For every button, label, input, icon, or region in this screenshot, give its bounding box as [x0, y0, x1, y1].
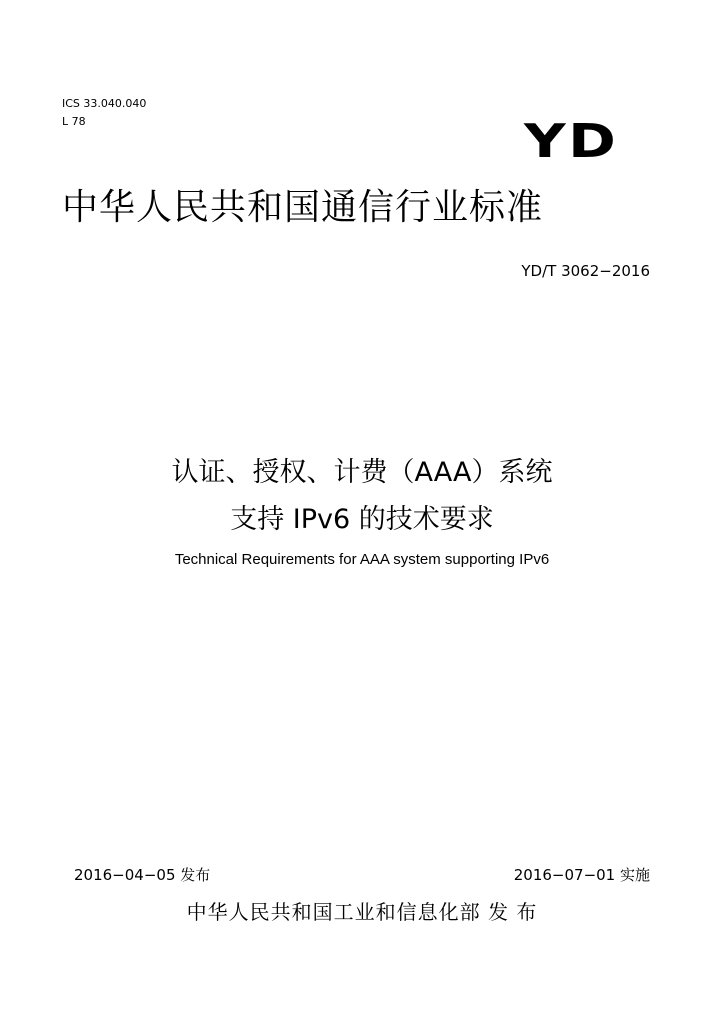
ics-code: ICS 33.040.040 [62, 97, 147, 110]
english-title: Technical Requirements for AAA system supporting IPv6 [174, 551, 550, 568]
document-title-line-1: 认证、授权、计费（AAA）系统 [171, 457, 553, 488]
publish-date: 2016−04−05 发布 [74, 866, 211, 884]
issuing-authority: 中华人民共和国工业和信息化部 发 布 [186, 900, 538, 924]
document-title-line-2: 支持 IPv6 的技术要求 [230, 504, 494, 535]
ccs-code: L 78 [62, 115, 86, 128]
yd-logo: YD [524, 114, 619, 168]
implement-date: 2016−07−01 实施 [513, 866, 650, 884]
standard-number: YD/T 3062−2016 [521, 262, 650, 280]
standard-category-title: 中华人民共和国通信行业标准 [62, 187, 544, 228]
